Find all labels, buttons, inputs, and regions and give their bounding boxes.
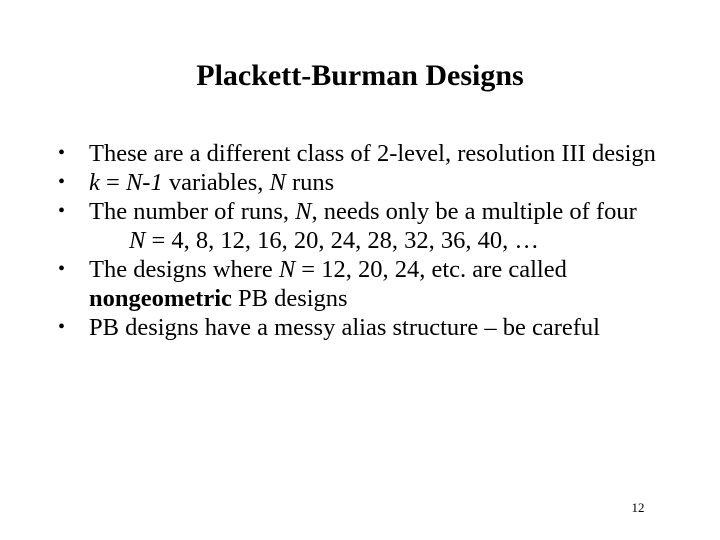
bullet-prefix: The designs where (89, 256, 279, 283)
bullet-text: PB designs have a messy alias structure – be careful (89, 314, 600, 341)
bullet-item (56, 313, 676, 342)
bullet-dot-icon: • (58, 200, 66, 222)
bullet-item (56, 168, 676, 197)
variable-n: N (269, 169, 286, 196)
emphasis-nongeometric: nongeometric (89, 285, 232, 312)
expression-n-minus-1: N-1 (125, 169, 163, 196)
bullet-suffix: PB designs (231, 285, 348, 312)
bullet-list (56, 139, 676, 342)
variable-n: N (295, 198, 312, 225)
bullet-item (56, 197, 676, 255)
bullet-item (56, 139, 676, 168)
page-number: 12 (631, 500, 645, 515)
bullet-suffix: , needs only be a multiple of four (311, 198, 637, 225)
bullet-dot-icon: • (58, 142, 66, 164)
bullet-text (89, 169, 334, 196)
bullet-text: These are a different class of 2-level, resolution III design (89, 140, 656, 167)
bullet-prefix: The number of runs, (89, 198, 296, 225)
variables-text: variables, (162, 169, 270, 196)
equals-text: = (99, 169, 126, 196)
runs-text: runs (285, 169, 335, 196)
bullet-text (89, 256, 567, 312)
bullet-item (56, 255, 676, 313)
bullet-dot-icon: • (58, 316, 66, 338)
variable-k: k (89, 169, 100, 196)
variable-n: N (278, 256, 296, 283)
slide-title: Plackett-Burman Designs (196, 59, 524, 92)
example-values: = 4, 8, 12, 16, 20, 24, 28, 32, 36, 40, … (145, 227, 539, 254)
bullet-dot-icon: • (58, 258, 66, 280)
bullet-middle: = 12, 20, 24, etc. are called (295, 256, 567, 283)
bullet-text (89, 198, 637, 225)
variable-n: N (129, 227, 146, 254)
bullet-dot-icon: • (58, 171, 66, 193)
example-line (89, 226, 676, 255)
